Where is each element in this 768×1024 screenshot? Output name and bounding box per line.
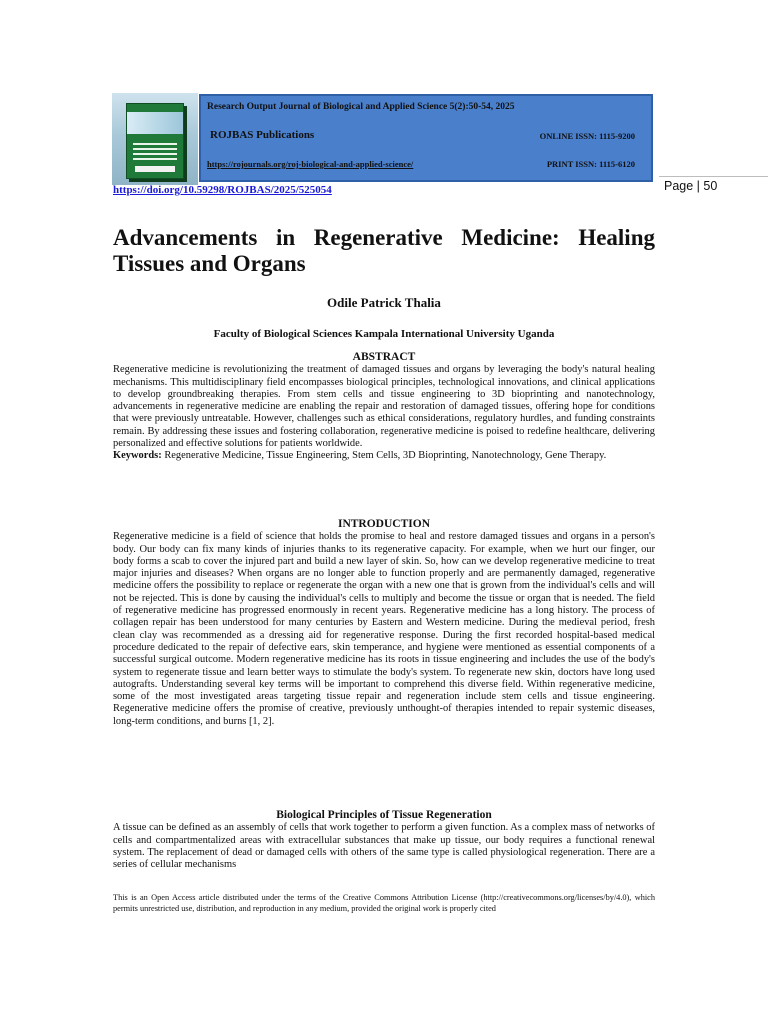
publisher-name: ROJBAS Publications — [210, 129, 315, 141]
page-number: Page | 50 — [664, 179, 718, 193]
introduction-text: Regenerative medicine is a field of science that holds the promise to heal and restore damaged tissues and organs in a person's body. Our body can fix many kinds of injuries thanks to its regenerative capacity. For example, when we hurt our finger, our body forms a scab to cover the injured part and build a new layer of skin. So, how can we develop regenerative medicine to treat major injuries and diseases? When organs are no longer able to function properly and are permanently damaged, regenerative medicine offers the possibility to replace or regenerate the organ with a new one that is grown from the individual's cells and will not be rejected. This is done by causing the individual's cells to multiply and become the tissue or organ that is needed. The field of regenerative medicine has progressed enormously in recent years. Regenerative medicine has a long history. The process of collagen repair has been understood for many centuries by Eastern and Western medicine. During the medieval period, fresh clean clay was recommended as a dressing aid for regenerative response. During the first recorded hospital-based medical procedure dedicated to the repair of defective ears, skin temperance, and hygiene were mentioned as essential components of a successful surgical outcome. Modern regenerative medicine has its roots in tissue engineering and includes the use of the body's system to regenerate tissue and learn better ways to stimulate the body's system. To regenerate new skin, doctors have long used autografts. Understanding several key terms will be important to comprehend this diverse field. Within regenerative medicine, some of the most investigated areas targeting tissue repair and regeneration include stem cells and tissue engineering. Regenerative medicine offers the promise of creative, previously unthought-of therapies intended to repair systemic diseases, long-term conditions, and burns [1, 2]. — [113, 531, 655, 727]
abstract-text: Regenerative medicine is revolutionizing the treatment of damaged tissues and organs by leveraging the body's natural healing mechanisms. This multidisciplinary field encompasses biological principles, technological innovations, and clinical applications to develop groundbreaking therapies. From stem cells and tissue engineering to 3D bioprinting and nanotechnology, advancements in regenerative medicine are enabling the repair and restoration of damaged tissues, offering hope for conditions that were previously untreatable. However, challenges such as ethical considerations, regulatory hurdles, and funding constraints remain. By addressing these issues and fostering collaboration, regenerative medicine is poised to redefine healthcare, delivering personalized and effective solutions for patients worldwide. — [113, 364, 655, 450]
introduction-section — [113, 518, 655, 728]
journal-cover-image — [112, 93, 198, 185]
journal-url-link[interactable]: https://rojournals.org/roj-biological-and-applied-science/ — [207, 159, 414, 169]
doi-link[interactable]: https://doi.org/10.59298/ROJBAS/2025/525054 — [113, 184, 332, 196]
article-title-line-2: Tissues and Organs — [113, 251, 306, 276]
keywords-text: Regenerative Medicine, Tissue Engineering, Stem Cells, 3D Bioprinting, Nanotechnology, Gene Therapy. — [164, 450, 607, 462]
article-title-line-1: Advancements in Regenerative Medicine: Healing — [113, 225, 655, 250]
article-title — [113, 225, 655, 277]
journal-header-banner — [199, 94, 653, 182]
abstract-heading: ABSTRACT — [352, 351, 416, 363]
journal-citation-line: Research Output Journal of Biological and Applied Science 5(2):50-54, 2025 — [207, 102, 515, 112]
print-issn: PRINT ISSN: 1115-6120 — [546, 159, 635, 169]
keywords-line — [113, 450, 655, 462]
author-name: Odile Patrick Thalia — [327, 295, 441, 310]
author-affiliation: Faculty of Biological Sciences Kampala International University Uganda — [213, 328, 555, 340]
online-issn: ONLINE ISSN: 1115-9200 — [539, 131, 635, 141]
biological-principles-section — [113, 809, 655, 871]
section-text: A tissue can be defined as an assembly of cells that work together to perform a given function. As a complex mass of networks of cells and compartmentalized areas with extracellular substances that make up tissue, our body requires a functional renewal system. The replacement of dead or damaged cells with others of the same type is called physiological regeneration. There are a series of cellular mechanisms — [113, 822, 655, 871]
page-number-rule — [659, 176, 768, 177]
cover-book-graphic — [126, 103, 184, 179]
keywords-label: Keywords: — [113, 450, 162, 462]
abstract-section — [113, 351, 655, 463]
section-heading: Biological Principles of Tissue Regeneration — [276, 809, 492, 821]
introduction-heading: INTRODUCTION — [337, 518, 430, 530]
license-footnote: This is an Open Access article distributed under the terms of the Creative Commons Attribution License (http://creativecommons.org/licenses/by/4.0), which permits unrestricted use, distribution, and reproduction in any medium, provided the original work is properly cited — [113, 893, 655, 913]
